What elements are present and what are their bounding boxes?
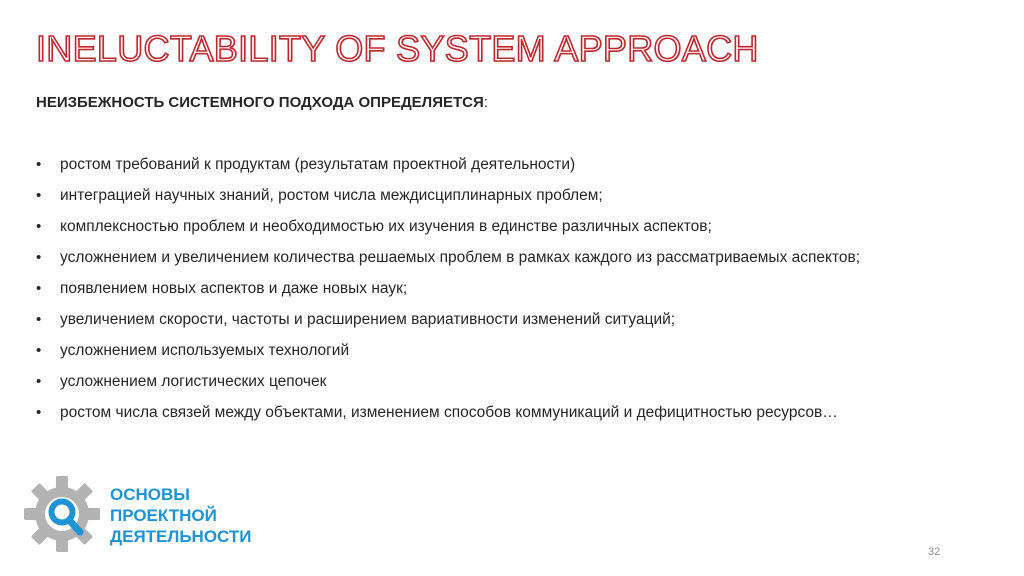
- bullet-dot: •: [36, 280, 42, 297]
- bullet-text: появлением новых аспектов и даже новых наук;: [60, 280, 408, 297]
- bullet-dot: •: [36, 404, 42, 421]
- list-item: [36, 248, 956, 267]
- bullet-dot: •: [36, 156, 42, 173]
- bullet-text: усложнением и увеличением количества решаемых проблем в рамках каждого из рассматриваемых аспектов;: [60, 249, 861, 266]
- logo-line-3: ДЕЯТЕЛЬНОСТИ: [110, 527, 252, 546]
- bullet-dot: •: [36, 187, 42, 204]
- page-number: 32: [928, 546, 941, 558]
- gear-magnifier-icon: [22, 474, 102, 554]
- bullet-text: увеличением скорости, частоты и расширением вариативности изменений ситуаций;: [60, 311, 676, 328]
- list-item: [36, 155, 956, 174]
- bullet-text: ростом требований к продуктам (результатам проектной деятельности): [60, 156, 576, 173]
- slide-subtitle: [36, 94, 488, 111]
- bullet-dot: •: [36, 218, 42, 235]
- bullet-text: ростом числа связей между объектами, изменением способов коммуникаций и дефицитностью ресурсов…: [60, 404, 838, 421]
- bullet-dot: •: [36, 311, 42, 328]
- bullet-text: усложнением логистических цепочек: [60, 373, 327, 390]
- slide-title: INELUCTABILITY OF SYSTEM APPROACH: [36, 28, 759, 69]
- list-item: [36, 310, 956, 329]
- list-item: [36, 186, 956, 205]
- bullet-dot: •: [36, 342, 42, 359]
- bullet-text: интеграцией научных знаний, ростом числа междисциплинарных проблем;: [60, 187, 603, 204]
- list-item: [36, 279, 956, 298]
- list-item: [36, 372, 956, 391]
- logo-line-1: ОСНОВЫ: [110, 485, 190, 504]
- subtitle-text: НЕИЗБЕЖНОСТЬ СИСТЕМНОГО ПОДХОДА ОПРЕДЕЛЯЕТСЯ: [36, 94, 484, 111]
- list-item: [36, 217, 956, 236]
- subtitle-colon: :: [483, 94, 488, 111]
- bullet-list: [36, 155, 956, 434]
- bullet-dot: •: [36, 373, 42, 390]
- bullet-dot: •: [36, 249, 42, 266]
- bullet-text: комплексностью проблем и необходимостью их изучения в единстве различных аспектов;: [60, 218, 712, 235]
- list-item: [36, 341, 956, 360]
- list-item: [36, 403, 956, 422]
- logo-line-2: ПРОЕКТНОЙ: [110, 506, 217, 525]
- logo-wordmark: [110, 484, 252, 547]
- bullet-text: усложнением используемых технологий: [60, 342, 350, 359]
